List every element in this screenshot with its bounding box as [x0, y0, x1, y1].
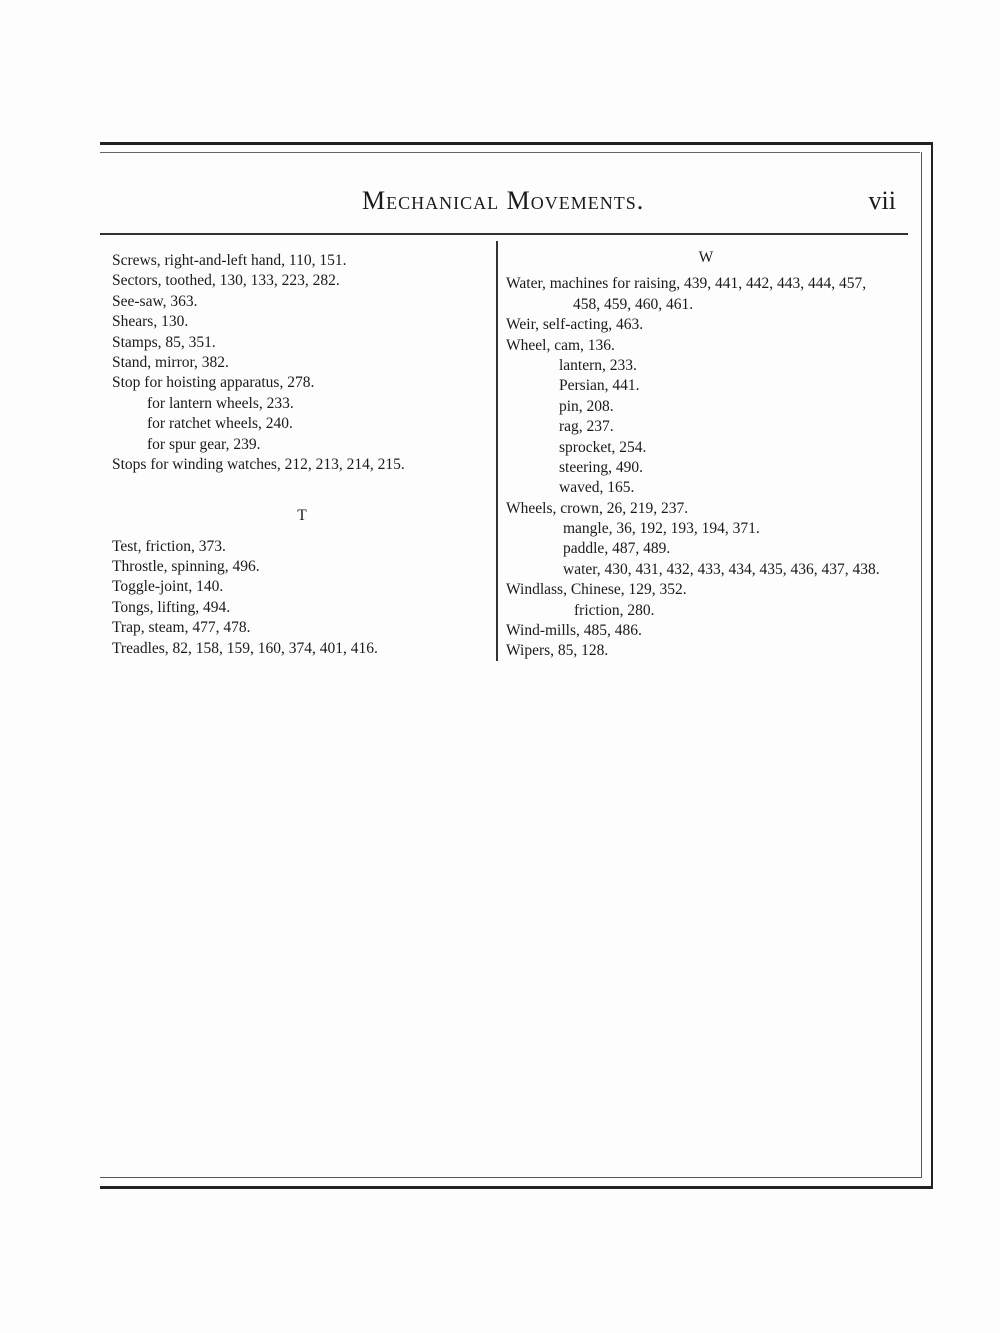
index-subentry: sprocket, 254. — [559, 438, 647, 456]
column-divider — [496, 241, 498, 661]
index-entry: Trap, steam, 477, 478. — [112, 619, 251, 637]
frame-bottom-rule — [100, 1186, 933, 1189]
frame-top-inner-rule — [100, 152, 920, 153]
index-entry: Screws, right-and-left hand, 110, 151. — [112, 252, 347, 269]
index-subentry: for lantern wheels, 233. — [147, 394, 294, 412]
index-subentry: mangle, 36, 192, 193, 194, 371. — [563, 520, 760, 538]
page-number: vii — [868, 186, 896, 215]
index-subentry: lantern, 233. — [559, 356, 637, 374]
index-entry: See-saw, 363. — [112, 292, 198, 310]
index-subentry: waved, 165. — [559, 479, 635, 497]
index-entry: Treadles, 82, 158, 159, 160, 374, 401, 416. — [112, 639, 378, 657]
index-entry: Wheels, crown, 26, 219, 237. — [506, 499, 689, 517]
index-column-right — [506, 248, 916, 662]
section-letter-t: T — [297, 507, 307, 525]
frame-bottom-inner-rule — [100, 1177, 922, 1178]
index-entry: Test, friction, 373. — [112, 537, 226, 555]
index-entry: Wipers, 85, 128. — [506, 642, 609, 660]
index-subentry: Persian, 441. — [559, 377, 640, 395]
index-subentry: for spur gear, 239. — [147, 435, 261, 453]
index-subentry: pin, 208. — [559, 397, 614, 415]
index-entry: Sectors, toothed, 130, 133, 223, 282. — [112, 272, 340, 290]
index-entry: Wind-mills, 485, 486. — [506, 622, 642, 640]
index-subentry: water, 430, 431, 432, 433, 434, 435, 436, 437, 438. — [563, 560, 880, 578]
section-letter-w: W — [698, 249, 714, 266]
index-entry: Toggle-joint, 140. — [112, 578, 224, 596]
index-subentry: for ratchet wheels, 240. — [147, 415, 293, 433]
index-entry: Stop for hoisting apparatus, 278. — [112, 374, 315, 392]
index-entry: Stamps, 85, 351. — [112, 333, 216, 351]
index-entry: Windlass, Chinese, 129, 352. — [506, 581, 687, 599]
index-entry: Throstle, spinning, 496. — [112, 558, 260, 576]
index-subentry: steering, 490. — [559, 458, 643, 476]
frame-right-rule — [931, 142, 933, 1189]
index-subentry: paddle, 487, 489. — [563, 540, 671, 558]
index-entry: Stops for winding watches, 212, 213, 214, 215. — [112, 455, 405, 473]
running-head — [100, 186, 908, 222]
index-entry: Wheel, cam, 136. — [506, 336, 615, 354]
index-entry: Water, machines for raising, 439, 441, 442, 443, 444, 457, — [506, 275, 867, 293]
index-entry: Shears, 130. — [112, 313, 189, 331]
page-title: Mechanical Movements. — [362, 186, 645, 215]
index-entry: Stand, mirror, 382. — [112, 353, 229, 371]
frame-right-inner-rule — [921, 152, 922, 1177]
frame-top-rule — [100, 142, 932, 145]
index-subentry: rag, 237. — [559, 418, 614, 436]
index-entry: Weir, self-acting, 463. — [506, 316, 644, 334]
header-rule — [100, 233, 908, 235]
index-column-left — [112, 251, 482, 659]
index-entry: Tongs, lifting, 494. — [112, 598, 231, 616]
index-subentry: friction, 280. — [574, 601, 655, 619]
index-entry-continuation: 458, 459, 460, 461. — [573, 295, 694, 313]
